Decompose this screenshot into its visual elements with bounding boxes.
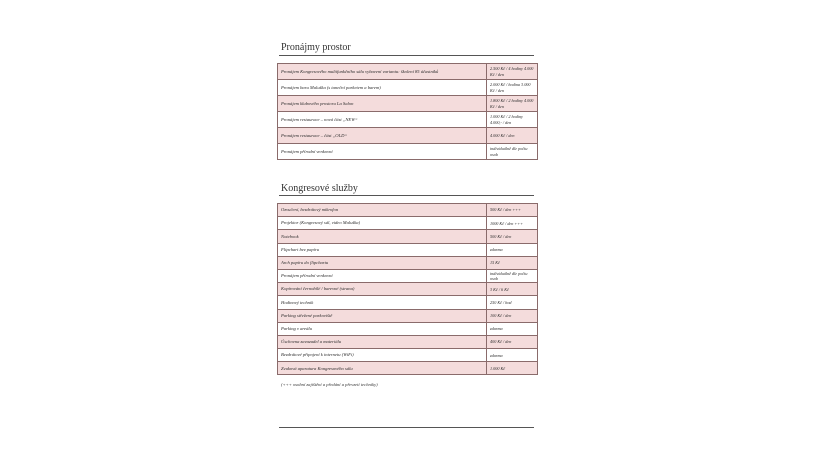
row-description: Flipchart bez papíru (278, 243, 487, 256)
row-description: Úschovna zavazadel a materiálu (278, 335, 487, 348)
table-row (278, 362, 538, 375)
row-description: Ozvučení, bezdrátový mikrofon (278, 204, 487, 217)
services-price-table (277, 203, 538, 375)
row-description: Zvuková aparatura Kongresového sálu (278, 362, 487, 375)
row-price: individuálně dle počtu osob (487, 269, 538, 282)
footnote: (+++ osobní zajištění a předání a převzetí techniky) (281, 382, 378, 387)
row-description: Notebook (278, 230, 487, 243)
services-title-rule (279, 195, 534, 196)
rental-title-rule (279, 55, 534, 56)
rental-section-title: Pronájmy prostor (281, 42, 351, 53)
table-row (278, 204, 538, 217)
services-section-title: Kongresové služby (281, 183, 358, 194)
table-row (278, 128, 538, 144)
table-row (278, 283, 538, 296)
row-description: Pronájem baru Maluška (s taneční parketem a barem) (278, 80, 487, 96)
table-row (278, 309, 538, 322)
row-description: Kopírování černobílé / barevné (strana) (278, 283, 487, 296)
row-description: Parking střežené parkoviště (278, 309, 487, 322)
table-row (278, 349, 538, 362)
row-description: Pronájem klubového prostoru La Salon (278, 96, 487, 112)
row-price: 2.500 Kč / 4 hodiny 4.000 Kč / den (487, 64, 538, 80)
row-price: 400 Kč / den (487, 335, 538, 348)
bottom-rule (279, 427, 534, 428)
rental-price-table (277, 63, 538, 160)
table-row (278, 144, 538, 160)
row-price: 500 Kč / den +++ (487, 204, 538, 217)
row-price: 1.000 Kč / 2 hodiny 4.000,- / den (487, 112, 538, 128)
table-row (278, 296, 538, 309)
row-price: individuálně dle počtu osob (487, 144, 538, 160)
row-description: Pronájem přírodní venkovní (278, 269, 487, 282)
row-description: Pronájem Kongresového multifunkčního sálu vybavení variantu: školení 85 účastníků (278, 64, 487, 80)
row-description: Projektor (Kongresový sál, video Maluška) (278, 217, 487, 230)
table-row (278, 217, 538, 230)
row-price: 2.000 Kč / hodina 3.000 Kč / den (487, 80, 538, 96)
row-price: zdarma (487, 243, 538, 256)
row-description: Pronájem přírodní venkovní (278, 144, 487, 160)
row-price: zdarma (487, 322, 538, 335)
table-row (278, 96, 538, 112)
row-price: zdarma (487, 349, 538, 362)
row-description: Pronájem restaurace – část „OLD“ (278, 128, 487, 144)
row-price: 3 Kč / 6 Kč (487, 283, 538, 296)
row-price: 4.000 Kč / den (487, 128, 538, 144)
table-row (278, 243, 538, 256)
row-description: Arch papíru do flipchartu (278, 256, 487, 269)
row-price: 1000 Kč / den +++ (487, 217, 538, 230)
table-row (278, 256, 538, 269)
row-price: 250 Kč / hod (487, 296, 538, 309)
table-row (278, 64, 538, 80)
row-price: 100 Kč / den (487, 309, 538, 322)
table-row (278, 335, 538, 348)
row-price: 1.000 Kč (487, 362, 538, 375)
row-description: Bezdrátové připojení k internetu (WiFi) (278, 349, 487, 362)
row-price: 1.800 Kč / 2 hodiny 4.000 Kč / den (487, 96, 538, 112)
row-description: Pronájem restaurace – nová část „NEW“ (278, 112, 487, 128)
row-price: 15 Kč (487, 256, 538, 269)
table-row (278, 80, 538, 96)
row-description: Hodinový technik (278, 296, 487, 309)
row-price: 500 Kč / den (487, 230, 538, 243)
table-row (278, 269, 538, 282)
table-row (278, 322, 538, 335)
table-row (278, 112, 538, 128)
table-row (278, 230, 538, 243)
row-description: Parking v areálu (278, 322, 487, 335)
